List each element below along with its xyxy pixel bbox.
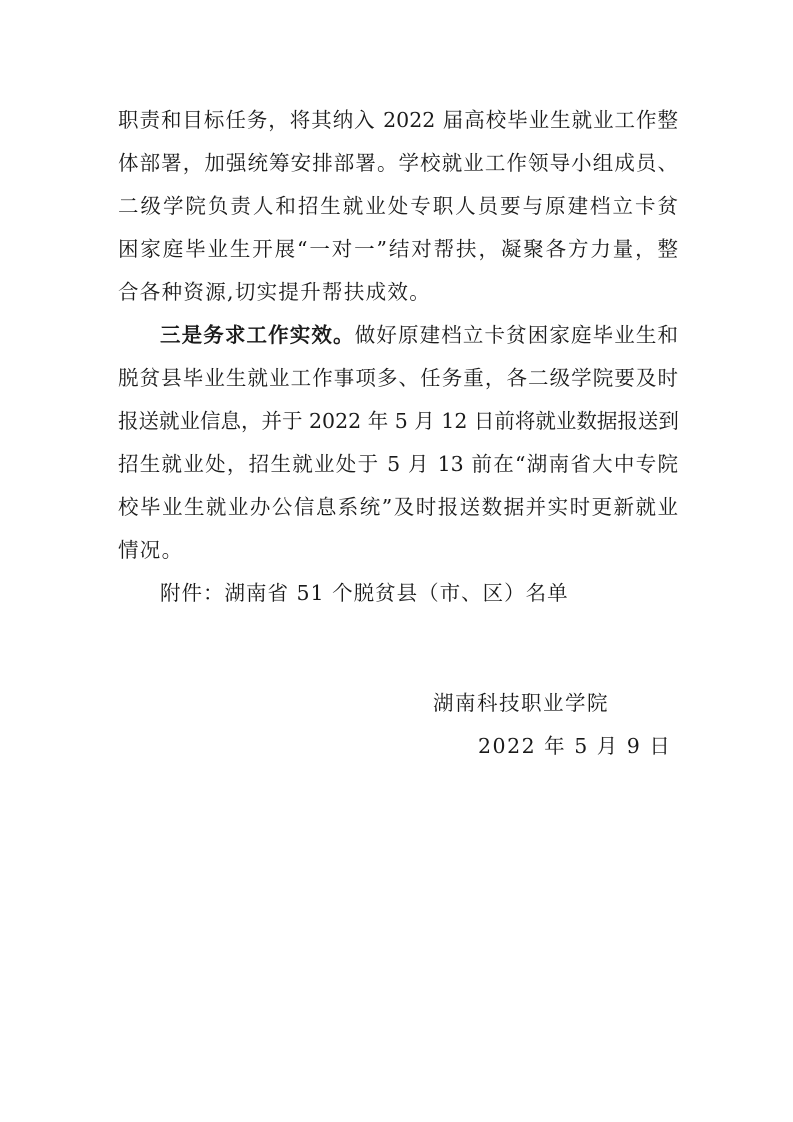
paragraph-line: 困家庭毕业生开展“一对一”结对帮扶，凝聚各方力量，整	[118, 237, 678, 261]
paragraph-line: 情况。	[118, 538, 184, 562]
signature-org: 湖南科技职业学院	[433, 691, 609, 715]
signature-date: 2022 年 5 月 9 日	[478, 734, 672, 758]
paragraph-line: 报送就业信息，并于 2022 年 5 月 12 日前将就业数据报送到	[118, 409, 679, 433]
paragraph-lead: 三是务求工作实效。	[160, 323, 355, 347]
paragraph-line: 二级学院负责人和招生就业处专职人员要与原建档立卡贫	[118, 194, 678, 218]
paragraph-line: 合各种资源,切实提升帮扶成效。	[118, 280, 432, 304]
paragraph-lead-rest: 做好原建档立卡贫困家庭毕业生和	[354, 323, 679, 347]
paragraph-line: 职责和目标任务，将其纳入 2022 届高校毕业生就业工作整	[118, 108, 678, 132]
attachment-line: 附件：湖南省 51 个脱贫县（市、区）名单	[160, 581, 569, 605]
paragraph-line: 校毕业生就业办公信息系统”及时报送数据并实时更新就业	[118, 495, 678, 519]
paragraph-line: 体部署，加强统筹安排部署。学校就业工作领导小组成员、	[118, 151, 678, 175]
paragraph-first-line	[160, 321, 678, 349]
paragraph-line: 脱贫县毕业生就业工作事项多、任务重，各二级学院要及时	[118, 366, 678, 390]
paragraph-line: 招生就业处，招生就业处于 5 月 13 前在“湖南省大中专院	[118, 452, 678, 476]
